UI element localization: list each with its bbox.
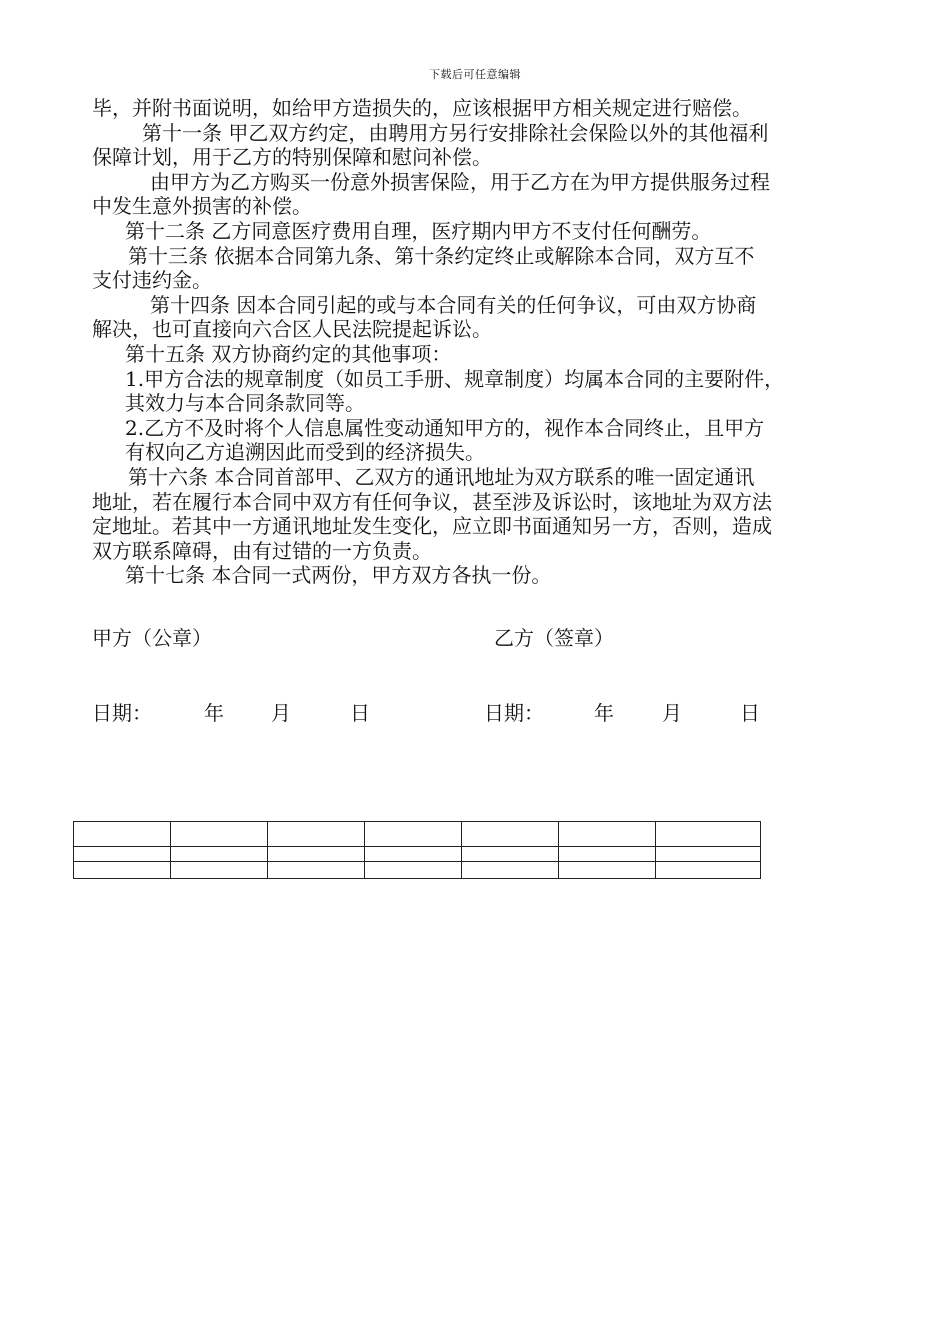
party-b-seal-label: 乙方（签章） [494, 626, 614, 650]
clause-15-item-line: 2.乙方不及时将个人信息属性变动通知甲方的，视作本合同终止，且甲方 [125, 415, 765, 440]
clause-16-line: 第十六条 本合同首部甲、乙双方的通讯地址为双方联系的唯一固定通讯 [128, 464, 755, 489]
table-cell [559, 847, 656, 862]
table-cell [74, 822, 171, 847]
clause-11-line: 第十一条 甲乙双方约定，由聘用方另行安排除社会保险以外的其他福利 [142, 120, 769, 145]
table-cell [171, 822, 268, 847]
table-cell [559, 822, 656, 847]
table-cell [268, 862, 365, 879]
table-cell [365, 822, 462, 847]
party-b-date-label: 日期： [484, 701, 544, 725]
clause-16-line: 定地址。若其中一方通讯地址发生变化，应立即书面通知另一方，否则，造成 [92, 514, 772, 539]
party-a-month-label: 月 [271, 701, 291, 725]
table-cell [656, 822, 761, 847]
table-cell [268, 847, 365, 862]
table-cell [365, 862, 462, 879]
table-cell [268, 822, 365, 847]
clause-17-line: 第十七条 本合同一式两份，甲方双方各执一份。 [125, 563, 552, 588]
table-cell [74, 847, 171, 862]
party-a-day-label: 日 [350, 701, 370, 725]
party-a-date-label: 日期： [92, 701, 152, 725]
contract-body [92, 96, 882, 588]
table-cell [656, 847, 761, 862]
clause-15-line: 第十五条 双方协商约定的其他事项： [125, 341, 452, 366]
table-cell [462, 847, 559, 862]
table-row [74, 847, 761, 862]
table-cell [171, 847, 268, 862]
table-row [74, 822, 761, 847]
clause-13-line: 第十三条 依据本合同第九条、第十条约定终止或解除本合同，双方互不 [128, 243, 755, 268]
table-cell [171, 862, 268, 879]
table-cell [365, 847, 462, 862]
paragraph-line: 由甲方为乙方购买一份意外损害保险，用于乙方在为甲方提供服务过程 [150, 169, 770, 194]
table-cell [74, 862, 171, 879]
clause-16-line: 双方联系障碍，由有过错的一方负责。 [92, 538, 432, 563]
party-a-year-label: 年 [204, 701, 224, 725]
table-cell [462, 822, 559, 847]
clause-13-line: 支付违约金。 [92, 268, 212, 293]
blank-grid-table [73, 821, 761, 879]
paragraph-line: 中发生意外损害的补偿。 [92, 194, 312, 219]
clause-15-item-line: 其效力与本合同条款同等。 [125, 391, 365, 416]
paragraph-line: 毕，并附书面说明，如给甲方造损失的，应该根据甲方相关规定进行赔偿。 [92, 96, 752, 120]
clause-12-line: 第十二条 乙方同意医疗费用自理，医疗期内甲方不支付任何酬劳。 [125, 218, 712, 243]
table-cell [462, 862, 559, 879]
party-a-seal-label: 甲方（公章） [92, 626, 212, 650]
clause-11-line: 保障计划，用于乙方的特别保障和慰问补偿。 [92, 145, 492, 170]
page-header-note: 下载后可任意编辑 [429, 68, 521, 81]
party-b-month-label: 月 [662, 701, 682, 725]
clause-14-line: 解决，也可直接向六合区人民法院提起诉讼。 [92, 317, 492, 342]
table-row [74, 862, 761, 879]
party-b-day-label: 日 [740, 701, 760, 725]
party-b-year-label: 年 [594, 701, 614, 725]
clause-16-line: 地址，若在履行本合同中双方有任何争议，甚至涉及诉讼时，该地址为双方法 [92, 489, 772, 514]
clause-14-line: 第十四条 因本合同引起的或与本合同有关的任何争议，可由双方协商 [150, 292, 757, 317]
clause-15-item-line: 1.甲方合法的规章制度（如员工手册、规章制度）均属本合同的主要附件， [125, 366, 785, 391]
table-cell [656, 862, 761, 879]
clause-15-item-line: 有权向乙方追溯因此而受到的经济损失。 [125, 440, 485, 465]
table-cell [559, 862, 656, 879]
